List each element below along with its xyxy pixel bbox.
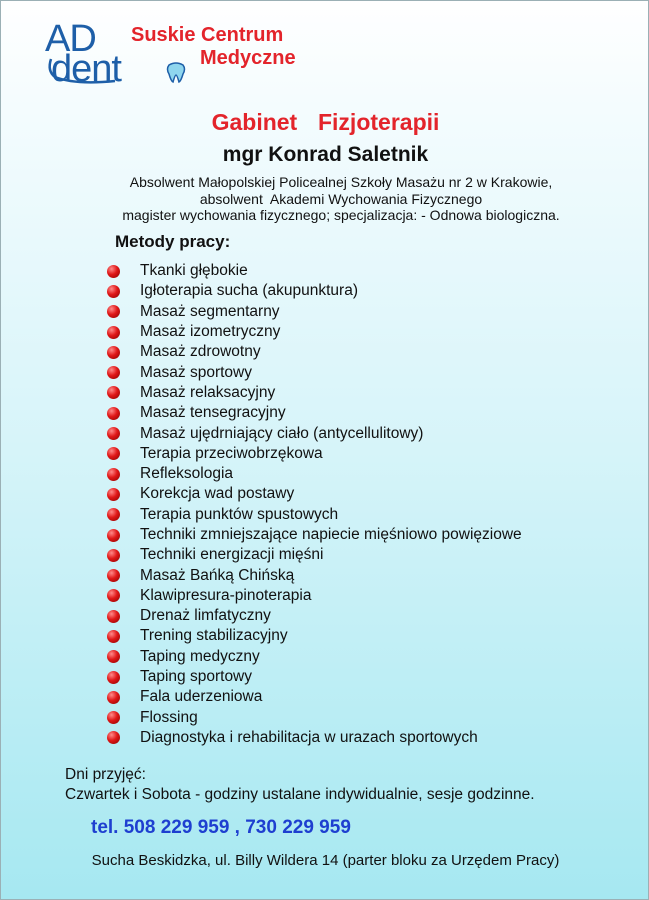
bio-line-1: Absolwent Małopolskiej Policealnej Szkoły Masażu nr 2 w Krakowie, xyxy=(129,174,553,190)
method-label: Terapia przeciwobrzękowa xyxy=(140,444,323,462)
red-ball-bullet-icon xyxy=(107,508,120,521)
method-label: Drenaż limfatyczny xyxy=(140,607,271,625)
red-ball-bullet-icon xyxy=(107,650,120,663)
method-item xyxy=(107,708,522,728)
red-ball-bullet-icon xyxy=(107,589,120,602)
method-item xyxy=(107,261,522,281)
method-label: Klawipresura-pinoterapia xyxy=(140,586,312,604)
red-ball-bullet-icon xyxy=(107,711,120,724)
method-item xyxy=(107,525,522,545)
method-label: Refleksologia xyxy=(140,465,234,483)
red-ball-bullet-icon xyxy=(107,630,120,643)
method-label: Korekcja wad postawy xyxy=(140,485,295,503)
phone-numbers: tel. 508 229 959 , 730 229 959 xyxy=(91,817,351,838)
method-item xyxy=(107,281,522,301)
red-ball-bullet-icon xyxy=(107,285,120,298)
red-ball-bullet-icon xyxy=(107,305,120,318)
red-ball-bullet-icon xyxy=(107,529,120,542)
method-label: Taping medyczny xyxy=(140,647,260,665)
method-item xyxy=(107,545,522,565)
red-ball-bullet-icon xyxy=(107,488,120,501)
red-ball-bullet-icon xyxy=(107,346,120,359)
red-ball-bullet-icon xyxy=(107,671,120,684)
method-label: Masaż tensegracyjny xyxy=(140,404,286,422)
red-ball-bullet-icon xyxy=(107,549,120,562)
method-label: Masaż sportowy xyxy=(140,363,252,381)
method-item xyxy=(107,647,522,667)
red-ball-bullet-icon xyxy=(107,610,120,623)
method-label: Flossing xyxy=(140,708,198,726)
tooth-icon xyxy=(165,61,187,85)
method-item xyxy=(107,383,522,403)
red-ball-bullet-icon xyxy=(107,326,120,339)
method-label: Masaż izometryczny xyxy=(140,323,281,341)
method-item xyxy=(107,626,522,646)
method-item xyxy=(107,484,522,504)
method-label: Tkanki głębokie xyxy=(140,262,248,280)
logo-dent-text: dent xyxy=(51,48,121,90)
method-label: Masaż relaksacyjny xyxy=(140,383,276,401)
method-item xyxy=(107,505,522,525)
method-label: Trening stabilizacyjny xyxy=(140,627,288,645)
method-item xyxy=(107,342,522,362)
red-ball-bullet-icon xyxy=(107,386,120,399)
method-label: Techniki energizacji mięśni xyxy=(140,546,324,564)
clinic-name-line2: Medyczne xyxy=(200,47,296,69)
method-item xyxy=(107,464,522,484)
method-item xyxy=(107,302,522,322)
red-ball-bullet-icon xyxy=(107,691,120,704)
methods-list xyxy=(107,261,522,748)
red-ball-bullet-icon xyxy=(107,731,120,744)
method-label: Masaż zdrowotny xyxy=(140,343,261,361)
method-label: Taping sportowy xyxy=(140,668,253,686)
method-label: Terapia punktów spustowych xyxy=(140,505,339,523)
red-ball-bullet-icon xyxy=(107,366,120,379)
bio-line-2: absolwent Akademi Wychowania Fizycznego xyxy=(199,191,483,207)
address: Sucha Beskidzka, ul. Billy Wildera 14 (parter bloku za Urzędem Pracy) xyxy=(91,852,560,869)
method-item xyxy=(107,667,522,687)
method-label: Techniki zmniejszające napiecie mięśniowo powięziowe xyxy=(140,526,522,543)
method-label: Diagnostyka i rehabilitacja w urazach sportowych xyxy=(140,728,478,746)
method-item xyxy=(107,423,522,443)
method-item xyxy=(107,322,522,342)
schedule-label: Dni przyjęć: xyxy=(65,766,146,783)
methods-heading: Metody pracy: xyxy=(115,232,231,251)
red-ball-bullet-icon xyxy=(107,569,120,582)
method-item xyxy=(107,687,522,707)
therapist-name: mgr Konrad Saletnik xyxy=(222,143,429,166)
method-label: Masaż segmentarny xyxy=(140,302,280,320)
method-label: Igłoterapia sucha (akupunktura) xyxy=(140,282,358,300)
method-item xyxy=(107,362,522,382)
red-ball-bullet-icon xyxy=(107,265,120,278)
red-ball-bullet-icon xyxy=(107,447,120,460)
method-item xyxy=(107,565,522,585)
red-ball-bullet-icon xyxy=(107,468,120,481)
bio-line-3: magister wychowania fizycznego; specjalizacja: - Odnowa biologiczna. xyxy=(122,207,560,223)
schedule-text: Czwartek i Sobota - godziny ustalane indywidualnie, sesje godzinne. xyxy=(65,786,535,803)
logo-ad-text: AD xyxy=(45,18,96,60)
clinic-name-line1: Suskie Centrum xyxy=(131,24,284,46)
method-item xyxy=(107,403,522,423)
red-ball-bullet-icon xyxy=(107,407,120,420)
method-label: Masaż ujędrniający ciało (antycellulitowy) xyxy=(140,424,424,442)
red-ball-bullet-icon xyxy=(107,427,120,440)
method-item xyxy=(107,586,522,606)
method-item xyxy=(107,606,522,626)
method-label: Masaż Bańką Chińską xyxy=(140,566,295,584)
page-title: Gabinet Fizjoterapii xyxy=(211,109,440,135)
method-item xyxy=(107,444,522,464)
method-item xyxy=(107,728,522,748)
method-label: Fala uderzeniowa xyxy=(140,688,263,706)
